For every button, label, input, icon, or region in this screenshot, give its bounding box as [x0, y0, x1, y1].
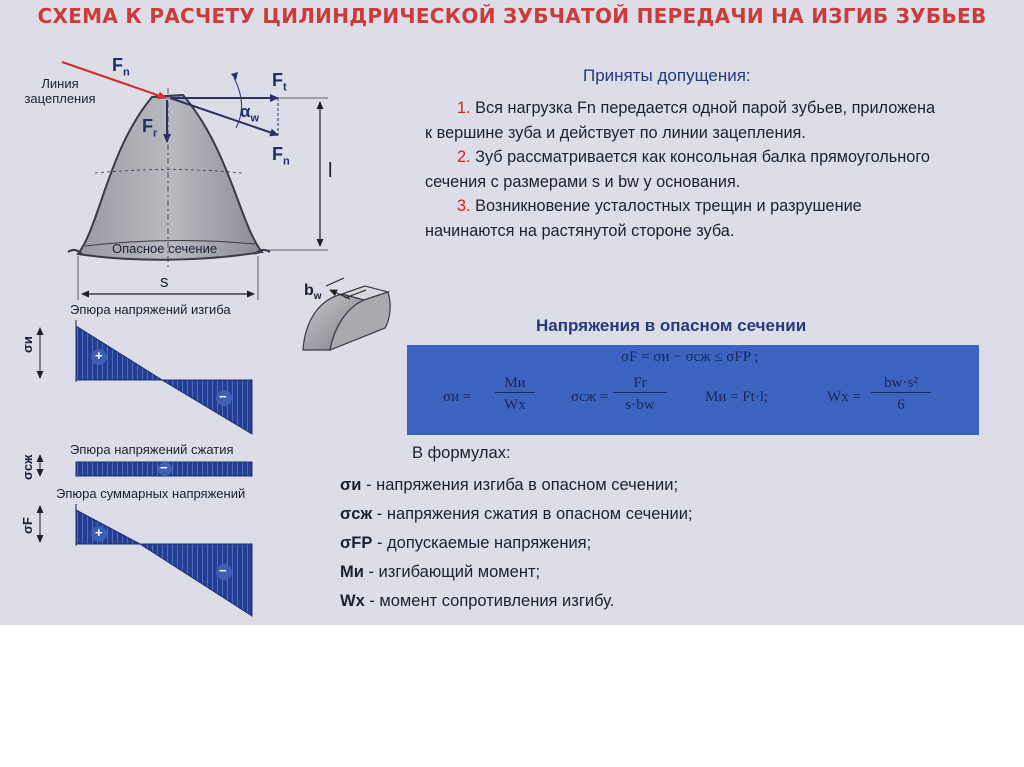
formula-bending-num: Mи [495, 375, 535, 393]
beam-width-label: $b_w$ [304, 282, 322, 303]
assumption-item: 3. Возникновение усталостных трещин и разрушение начинаются на растянутой стороне зуба. [425, 197, 862, 240]
assumption-item: 1. Вся нагрузка Fn передается одной парой зубьев, приложена к вершине зуба и действует по линии зацепления. [425, 99, 936, 142]
bending-axis-label: σи [20, 336, 35, 353]
total-axis-label: σF [20, 517, 35, 534]
width-label: s [160, 272, 169, 291]
formula-bending-lhs: σи = [443, 389, 472, 405]
formula-comp-lhs: σсж = [571, 389, 609, 405]
stresses-header: Напряжения в опасном сечении [536, 316, 807, 335]
compression-diagram-title: Эпюра напряжений сжатия [70, 442, 234, 457]
legend-item: Mи - изгибающий момент; [340, 563, 541, 581]
minus-sign: − [219, 389, 227, 404]
formula-comp-num: Fr [613, 375, 667, 393]
formula-main: σF = σи − σсж ≤ σFP ; [621, 349, 759, 365]
force-fr-label: $F_r$ [142, 116, 158, 140]
line-of-action-label: Линия зацепления [24, 76, 96, 106]
plus-sign: + [95, 348, 103, 363]
minus-sign: − [160, 460, 168, 475]
force-ft-label: $F_t$ [272, 70, 287, 94]
minus-sign: − [219, 563, 227, 578]
legend-item: σFP - допускаемые напряжения; [340, 534, 592, 552]
bending-diagram-title: Эпюра напряжений изгиба [70, 302, 231, 317]
legend-header: В формулах: [412, 444, 511, 462]
page-title: СХЕМА К РАСЧЕТУ ЦИЛИНДРИЧЕСКОЙ ЗУБЧАТОЙ ПЕРЕДАЧИ НА ИЗГИБ ЗУБЬЕВ [37, 4, 987, 28]
force-fn2-label: $F_n$ [272, 144, 290, 168]
assumptions-header: Приняты допущения: [583, 66, 751, 85]
assumption-item: 2. Зуб рассматривается как консольная балка прямоугольного сечения с размерами s и bw у основания. [425, 148, 930, 191]
formula-modulus-lhs: Wx = [827, 389, 861, 405]
plus-sign: + [95, 525, 103, 540]
legend-item: σсж - напряжения сжатия в опасном сечении; [340, 505, 693, 523]
alpha-label: $\alpha_w$ [240, 102, 260, 125]
formula-modulus-den: 6 [897, 397, 905, 413]
compression-stress-diagram [40, 455, 252, 476]
formula-moment: Mи = Ft·l; [705, 389, 769, 405]
formula-box [407, 345, 979, 435]
bending-stress-diagram [40, 320, 252, 434]
danger-section-label: Опасное сечение [112, 241, 218, 256]
force-fn-label: $F_n$ [112, 55, 130, 79]
assumptions-list [425, 96, 945, 243]
formula-comp-den: s·bw [625, 397, 655, 413]
compression-axis-label: σсж [20, 454, 35, 480]
height-label: l [328, 160, 333, 182]
legend-item: σи - напряжения изгиба в опасном сечении; [340, 476, 679, 494]
legend-item: Wx - момент сопротивления изгибу. [340, 592, 615, 610]
formula-modulus-num: bw·s² [871, 375, 931, 393]
formula-bending-den: Wx [504, 397, 526, 413]
total-diagram-title: Эпюра суммарных напряжений [56, 486, 246, 501]
total-stress-diagram [40, 504, 252, 616]
